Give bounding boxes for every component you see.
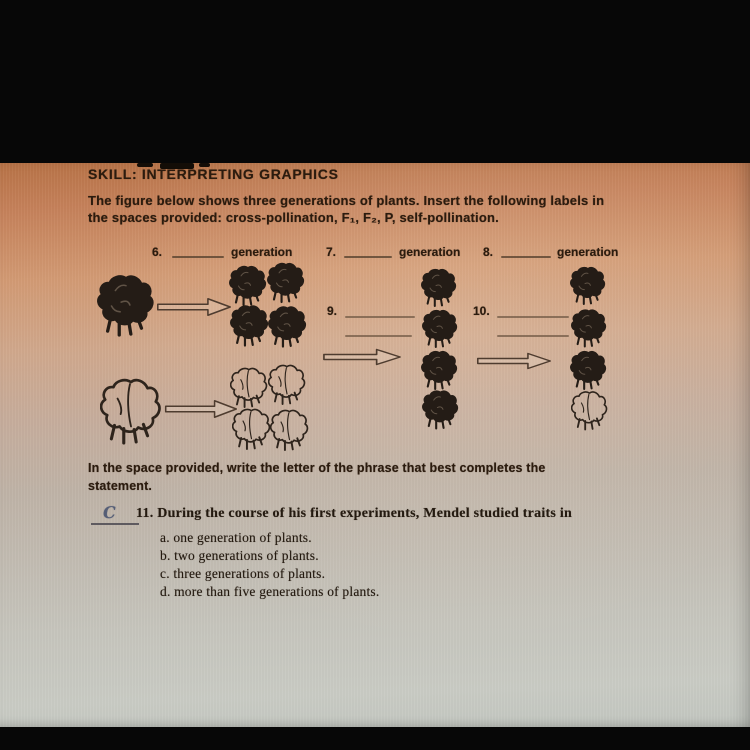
blank-6-label: generation bbox=[231, 245, 293, 259]
right-arrow-icon bbox=[163, 398, 239, 420]
light-plant-icon bbox=[571, 390, 608, 432]
worksheet-page bbox=[0, 163, 750, 727]
dark-plant-icon bbox=[422, 309, 458, 349]
blank-10-line-2 bbox=[497, 335, 569, 337]
dark-plant-icon bbox=[570, 266, 606, 306]
blank-10-line-1 bbox=[497, 316, 569, 318]
dark-plant-icon bbox=[97, 271, 155, 341]
question-11-text: During the course of his first experiments, Mendel studied traits in bbox=[157, 506, 573, 521]
dark-plant-icon bbox=[268, 304, 307, 350]
right-arrow-icon bbox=[155, 296, 233, 318]
light-plant-icon bbox=[232, 406, 271, 453]
choice-a: a. one generation of plants. bbox=[160, 530, 312, 545]
blank-8-number: 8. bbox=[483, 245, 494, 259]
light-plant-icon bbox=[268, 362, 306, 408]
blank-7-line bbox=[344, 256, 392, 258]
choice-d: d. more than five generations of plants. bbox=[160, 584, 380, 599]
question-11-number: 11. bbox=[136, 506, 154, 521]
blank-8-line bbox=[501, 256, 551, 258]
blank-6-number: 6. bbox=[152, 245, 163, 259]
question-11 bbox=[136, 506, 572, 522]
right-arrow-icon bbox=[321, 347, 403, 367]
blank-7-label: generation bbox=[399, 245, 461, 259]
dark-plant-icon bbox=[422, 389, 459, 431]
dark-plant-icon bbox=[570, 350, 607, 391]
right-arrow-icon bbox=[475, 351, 553, 371]
choice-b: b. two generations of plants. bbox=[160, 548, 319, 563]
answer-blank-line bbox=[91, 523, 139, 525]
instructions-line-1: The figure below shows three generations of plants. Insert the following labels in bbox=[88, 193, 605, 208]
light-plant-icon bbox=[100, 375, 162, 449]
dark-plant-icon bbox=[230, 303, 269, 349]
instructions-line-2: the spaces provided: cross-pollination, F₁, F₂, P, self-pollination. bbox=[88, 210, 499, 225]
dark-plant-icon bbox=[571, 308, 607, 349]
dark-plant-icon bbox=[267, 261, 305, 305]
blank-6-line bbox=[172, 256, 224, 258]
dark-plant-icon bbox=[421, 350, 458, 391]
directions-line-1: In the space provided, write the letter of the phrase that best completes the bbox=[88, 461, 546, 475]
letterbox-bottom bbox=[0, 727, 750, 750]
light-plant-icon bbox=[270, 407, 309, 454]
choice-c: c. three generations of plants. bbox=[160, 566, 326, 581]
letterbox-top bbox=[0, 0, 750, 163]
blank-8-label: generation bbox=[557, 245, 619, 259]
blank-9-number: 9. bbox=[327, 304, 338, 318]
blank-10-number: 10. bbox=[473, 304, 490, 318]
blank-9-line-1 bbox=[345, 316, 415, 318]
blank-7-number: 7. bbox=[326, 245, 337, 259]
handwritten-answer: C bbox=[102, 502, 117, 523]
light-plant-icon bbox=[230, 365, 268, 411]
dark-plant-icon bbox=[229, 264, 267, 308]
blank-9-line-2 bbox=[345, 335, 412, 337]
skill-heading: SKILL: INTERPRETING GRAPHICS bbox=[88, 166, 339, 182]
dark-plant-icon bbox=[421, 268, 457, 308]
directions-line-2: statement. bbox=[88, 479, 153, 493]
